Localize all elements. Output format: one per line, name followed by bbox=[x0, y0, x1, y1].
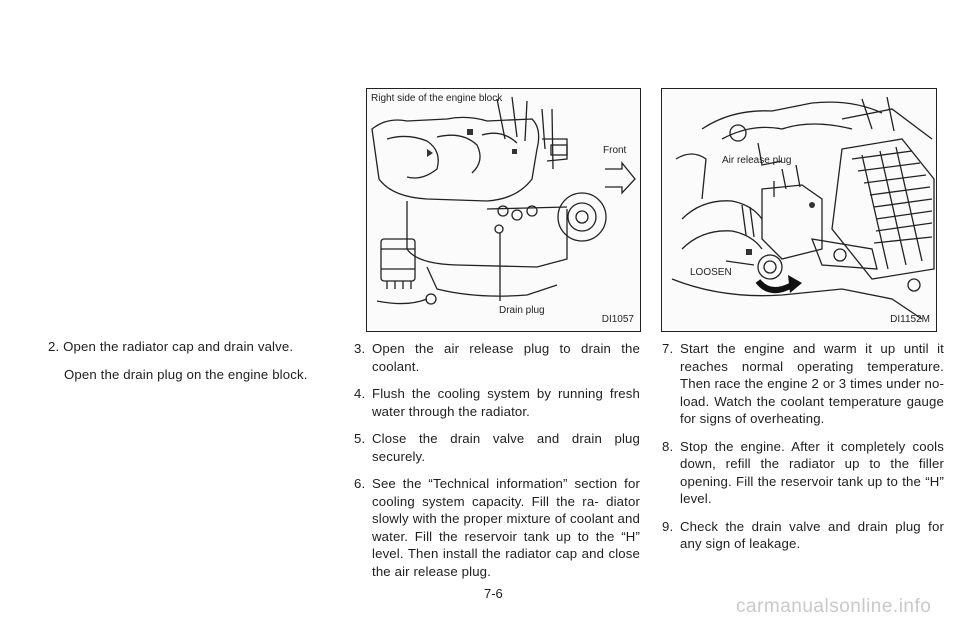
step-7 bbox=[662, 340, 944, 428]
step-text: Close the drain valve and drain plug securely. bbox=[372, 431, 640, 464]
step-3 bbox=[354, 340, 640, 375]
step-text: Check the drain valve and drain plug for any sign of leakage. bbox=[680, 518, 944, 551]
intro-line-1-text: Open the radiator cap and drain valve. bbox=[63, 339, 294, 354]
figure-code-left: DI1057 bbox=[601, 314, 634, 325]
intro-line-2-text: Open the drain plug on the engine block. bbox=[64, 366, 308, 382]
engine-block-figure bbox=[366, 88, 641, 332]
step-9 bbox=[662, 518, 944, 553]
air-release-label: Air release plug bbox=[722, 155, 792, 166]
step-number: 4. bbox=[354, 386, 366, 401]
step-number: 5. bbox=[354, 431, 366, 446]
step-text: Flush the cooling system by running fresh water through the radiator. bbox=[372, 386, 640, 419]
intro-line-2 bbox=[48, 366, 328, 384]
page-number: 7-6 bbox=[484, 586, 503, 601]
engine-block-illustration bbox=[367, 89, 641, 332]
step-text: Start the engine and warm it up until it reaches normal operating temperature. Then race the engine 2 or 3 times under no-load. Watch the coolant temperature gauge for signs of overheating. bbox=[680, 341, 944, 426]
intro-number: 2. bbox=[48, 339, 60, 354]
step-number: 7. bbox=[662, 341, 674, 356]
watermark-text[interactable]: carmanualsonline.info bbox=[736, 596, 932, 617]
intro-line-1 bbox=[48, 338, 328, 356]
step-number: 8. bbox=[662, 438, 674, 454]
step-5 bbox=[354, 430, 640, 465]
step-text: Stop the engine. After it completely cools down, refill the radiator up to the filler opening. Fill the reservoir tank up to the “H” level. bbox=[680, 438, 944, 506]
step-number: 6. bbox=[354, 476, 366, 491]
intro-text bbox=[48, 338, 328, 393]
figure-code-right: DI1152M bbox=[890, 314, 930, 325]
step-8 bbox=[662, 438, 944, 508]
step-number: 3. bbox=[354, 341, 366, 356]
front-label: Front bbox=[603, 145, 627, 156]
air-release-figure bbox=[661, 88, 937, 332]
step-4 bbox=[354, 385, 640, 420]
step-6 bbox=[354, 475, 640, 580]
step-text: See the “Technical information” section for cooling system capacity. Fill the ra- diator slowly with the proper mixture of coolant and water. Fill the reservoir tank up to the “H” level. Then install the radiator cap and close the air release plug. bbox=[372, 476, 640, 579]
middle-steps bbox=[354, 340, 640, 590]
step-number: 9. bbox=[662, 518, 674, 534]
figure-caption: Right side of the engine block bbox=[371, 93, 503, 104]
air-release-illustration bbox=[662, 89, 937, 332]
step-text: Open the air release plug to drain the coolant. bbox=[372, 341, 640, 374]
loosen-label: LOOSEN bbox=[690, 267, 732, 278]
drain-plug-label: Drain plug bbox=[499, 305, 545, 316]
right-steps bbox=[662, 340, 944, 563]
